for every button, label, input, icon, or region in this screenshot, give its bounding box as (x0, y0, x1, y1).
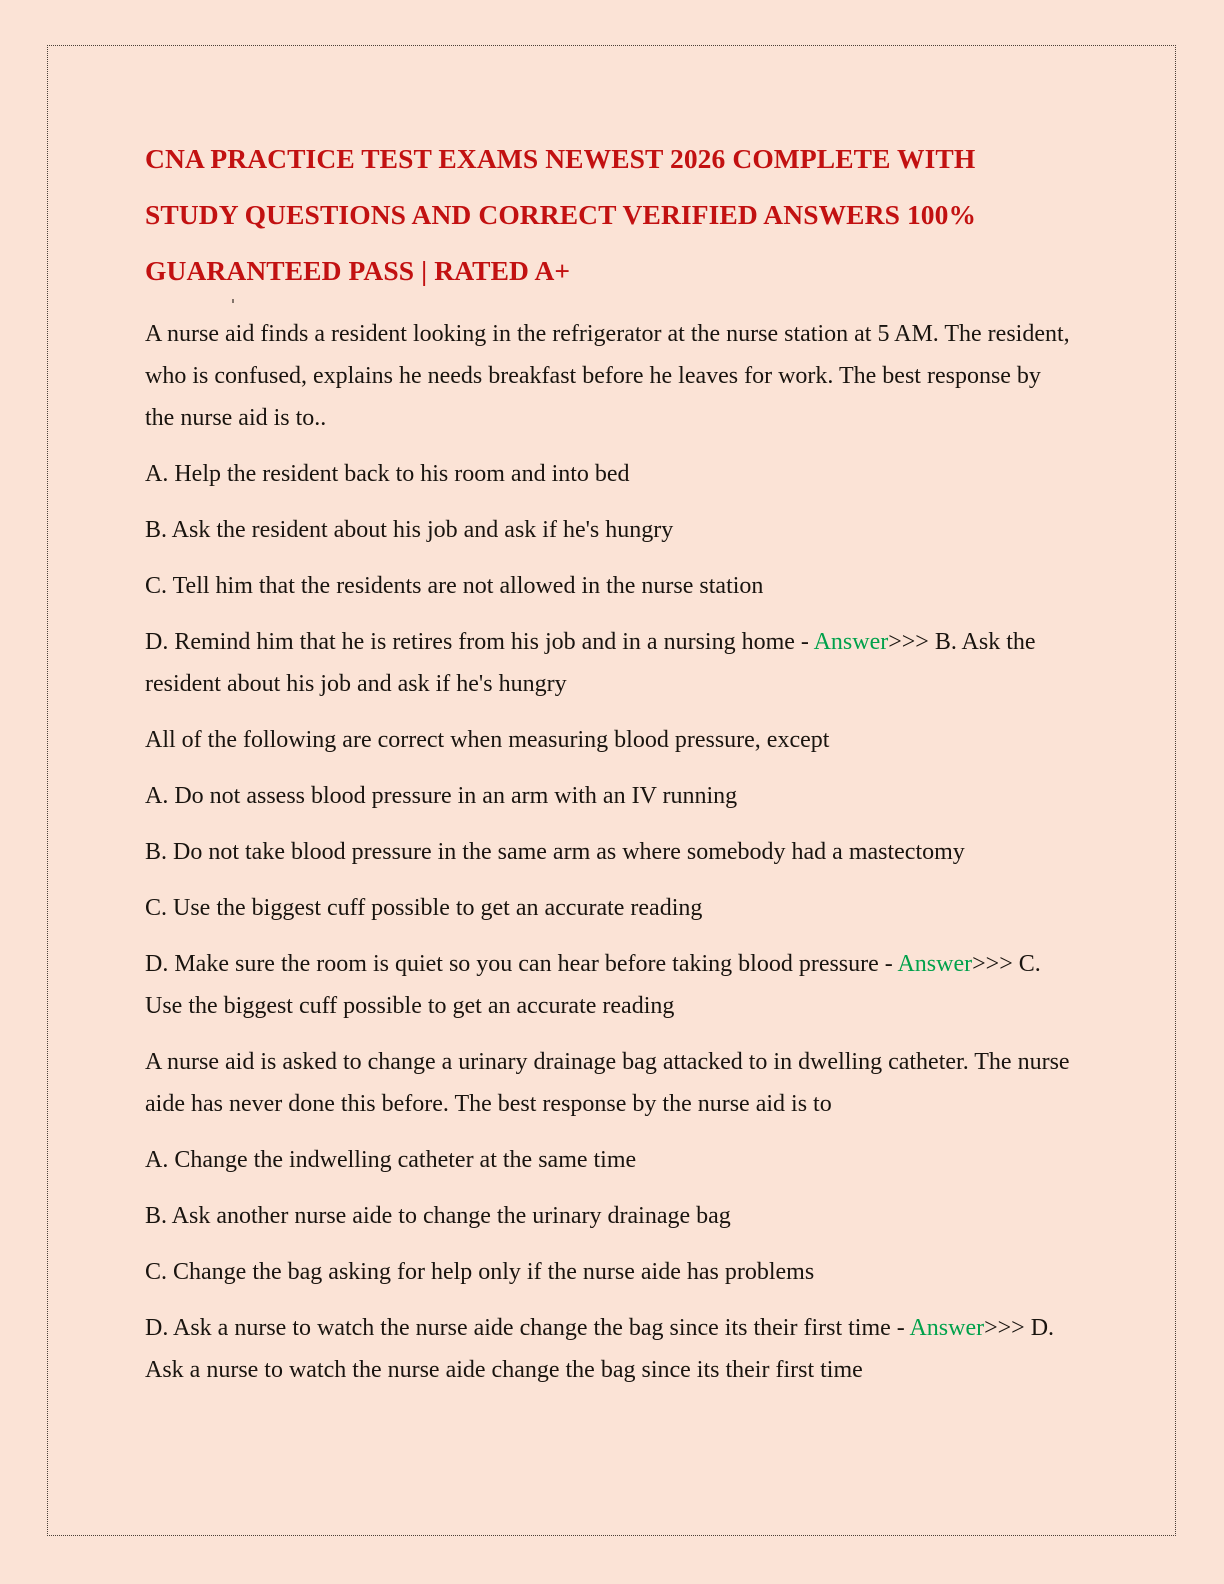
answer-text: D. Ask a nurse to watch the nurse aide change the bag since its their first time (145, 1315, 1055, 1383)
answer-arrows: >>> (972, 951, 1013, 977)
question-option: A. Do not assess blood pressure in an arm with an IV running (145, 783, 738, 809)
question-stem: A nurse aid is asked to change a urinary drainage bag attacked to in dwelling catheter. The nurse aide has never done this before. The best response by the nurse aid is to (145, 1049, 1070, 1117)
spacer (145, 607, 1073, 621)
spacer (145, 495, 1073, 509)
question-option: B. Ask another nurse aide to change the urinary drainage bag (145, 1203, 731, 1229)
answer-text: B. Ask the resident about his job and ask if he's hungry (145, 629, 1036, 697)
scan-artifact-mark (232, 299, 234, 303)
answer-text: C. Use the biggest cuff possible to get an accurate reading (145, 951, 1041, 1019)
question-option: B. Ask the resident about his job and ask if he's hungry (145, 517, 674, 543)
question-option-with-answer (145, 943, 1073, 1027)
spacer (145, 929, 1073, 943)
option-text: D. Make sure the room is quiet so you can hear before taking blood pressure - (145, 951, 898, 977)
answer-label: Answer (897, 951, 973, 977)
question-option-with-answer (145, 621, 1073, 705)
question-option: A. Help the resident back to his room and into bed (145, 461, 630, 487)
spacer (145, 1293, 1073, 1307)
answer-label: Answer (909, 1315, 985, 1341)
question-option: C. Change the bag asking for help only if the nurse aide has problems (145, 1259, 815, 1285)
spacer (145, 1237, 1073, 1251)
spacer (145, 299, 1073, 313)
answer-label: Answer (813, 629, 889, 655)
spacer (145, 439, 1073, 453)
spacer (145, 1181, 1073, 1195)
spacer (145, 817, 1073, 831)
spacer (145, 873, 1073, 887)
spacer (145, 1125, 1073, 1139)
spacer (145, 705, 1073, 719)
answer-arrows: >>> (888, 629, 929, 655)
question-option: B. Do not take blood pressure in the same arm as where somebody had a mastectomy (145, 839, 965, 865)
spacer (145, 761, 1073, 775)
option-text: D. Ask a nurse to watch the nurse aide change the bag since its their first time - (145, 1315, 910, 1341)
page-title: CNA PRACTICE TEST EXAMS NEWEST 2026 COMPLETE WITH STUDY QUESTIONS AND CORRECT VERIFIED ANSWERS 100% GUARANTEED PASS | RATED A+ (145, 143, 977, 286)
spacer (145, 551, 1073, 565)
question-stem: All of the following are correct when measuring blood pressure, except (145, 727, 830, 753)
question-stem: A nurse aid finds a resident looking in the refrigerator at the nurse station at 5 AM. The resident, who is confused, explains he needs breakfast before he leaves for work. The best response by the nurse aid is to.. (145, 321, 1070, 431)
question-option: C. Tell him that the residents are not allowed in the nurse station (145, 573, 764, 599)
question-option: A. Change the indwelling catheter at the same time (145, 1147, 637, 1173)
question-option-with-answer (145, 1307, 1073, 1391)
spacer (145, 1027, 1073, 1041)
question-option: C. Use the biggest cuff possible to get an accurate reading (145, 895, 703, 921)
answer-arrows: >>> (984, 1315, 1025, 1341)
document-content (145, 131, 1073, 1391)
option-text: D. Remind him that he is retires from his job and in a nursing home - (145, 629, 814, 655)
